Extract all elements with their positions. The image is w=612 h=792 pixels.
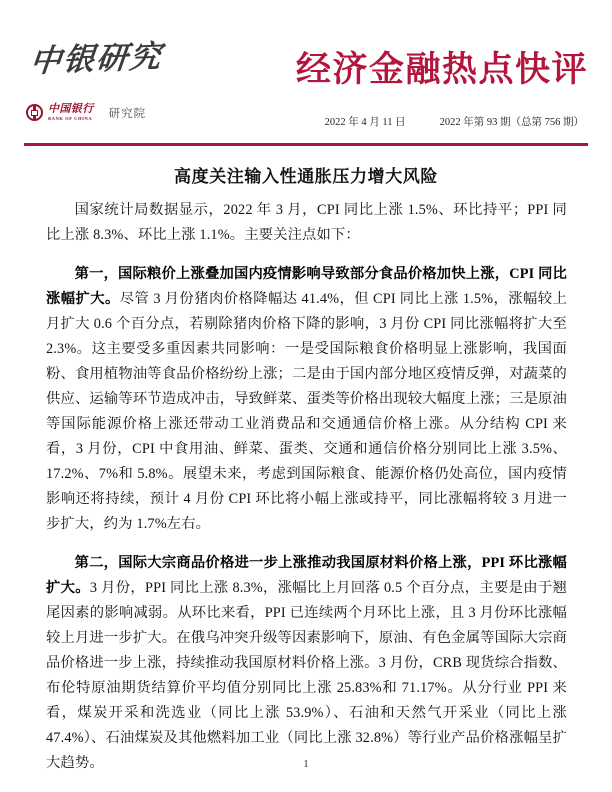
page-number: 1 xyxy=(303,758,309,770)
masthead-divider xyxy=(24,143,588,146)
issue-number: 2022 年第 93 期（总第 756 期） xyxy=(439,117,584,128)
bank-of-china-emblem-icon xyxy=(26,104,43,121)
paragraph xyxy=(46,198,567,248)
paragraph-lead: 第一，国际粮价上涨叠加国内疫情影响导致部分食品价格加快上涨，CPI 同比涨幅扩大。 xyxy=(46,266,567,307)
paragraph-text: 国家统计局数据显示，2022 年 3 月，CPI 同比上涨 1.5%、环比持平；PPI 同比上涨 8.3%、环比上涨 1.1%。主要关注点如下： xyxy=(46,202,567,243)
institute-label: 研究院 xyxy=(108,107,147,120)
brand-block xyxy=(24,38,274,121)
paragraph xyxy=(46,551,567,776)
article-body xyxy=(46,198,567,776)
publication-title: 经济金融热点快评 xyxy=(295,50,588,89)
calligraphy-logo: 中银研究 xyxy=(28,38,165,79)
paragraph-text: 尽管 3 月份猪肉价格降幅达 41.4%，但 CPI 同比上涨 1.5%，涨幅较上月扩大 0.6 个百分点，若剔除猪肉价格下降的影响，3 月份 CPI 同比涨幅将扩大至 2.3%。这主要受多重因素共同影响：一是受国际粮食价格明显上涨影响，我国面粉、食用植物油等食品价格纷纷上涨；二是由于国内部分地区疫情反弹，对蔬菜的供应、运输等环节造成冲击，导致鲜菜、蛋类等价格出现较大幅度上涨；三是原油等国际能源价格上涨还带动工业消费品和交通通信价格上涨。从分结构 CPI 来看，3 月份，CPI 中食用油、鲜菜、蛋类、交通和通信价格分别同比上涨 3.5%、17.2%、7%和 5.8%。展望未来，考虑到国际粮食、能源价格仍处高位，国内疫情影响还将持续，预计 4 月份 CPI 环比将小幅上涨或持平，同比涨幅将较 3 月进一步扩大，约为 1.7%左右。 xyxy=(46,291,568,532)
paragraph-lead: 第二，国际大宗商品价格进一步上涨推动我国原材料价格上涨，PPI 环比涨幅扩大。 xyxy=(46,555,567,596)
bank-name-cn: 中国银行 xyxy=(48,103,94,115)
bank-of-china-logo xyxy=(26,104,146,121)
paragraph xyxy=(46,262,567,537)
paragraph-text: 3 月份，PPI 同比上涨 8.3%，涨幅比上月回落 0.5 个百分点，主要是由于翘尾因素的影响减弱。从环比来看，PPI 已连续两个月环比上涨，且 3 月份环比涨幅较上月进一步扩大。在俄乌冲突升级等因素影响下，原油、有色金属等国际大宗商品价格进一步上涨，持续推动我国原材料价格上涨。3 月份，CRB 现货综合指数、布伦特原油期货结算价平均值分别同比上涨 25.83%和 71.17%。从分行业 PPI 来看，煤炭开采和洗选业（同比上涨 53.9%）、石油和天然气开采业（同比上涨 47.4%）、石油煤炭及其他燃料加工业（同比上涨 32.8%）等行业产品价格涨幅呈扩大趋势。 xyxy=(46,580,567,771)
bank-name-block xyxy=(48,104,94,121)
page-title: 高度关注输入性通胀压力增大风险 xyxy=(174,167,438,186)
masthead xyxy=(24,38,588,142)
publication-date: 2022 年 4 月 11 日 xyxy=(324,117,406,128)
bank-name-en: BANK OF CHINA xyxy=(48,115,93,121)
issue-line xyxy=(325,114,584,129)
